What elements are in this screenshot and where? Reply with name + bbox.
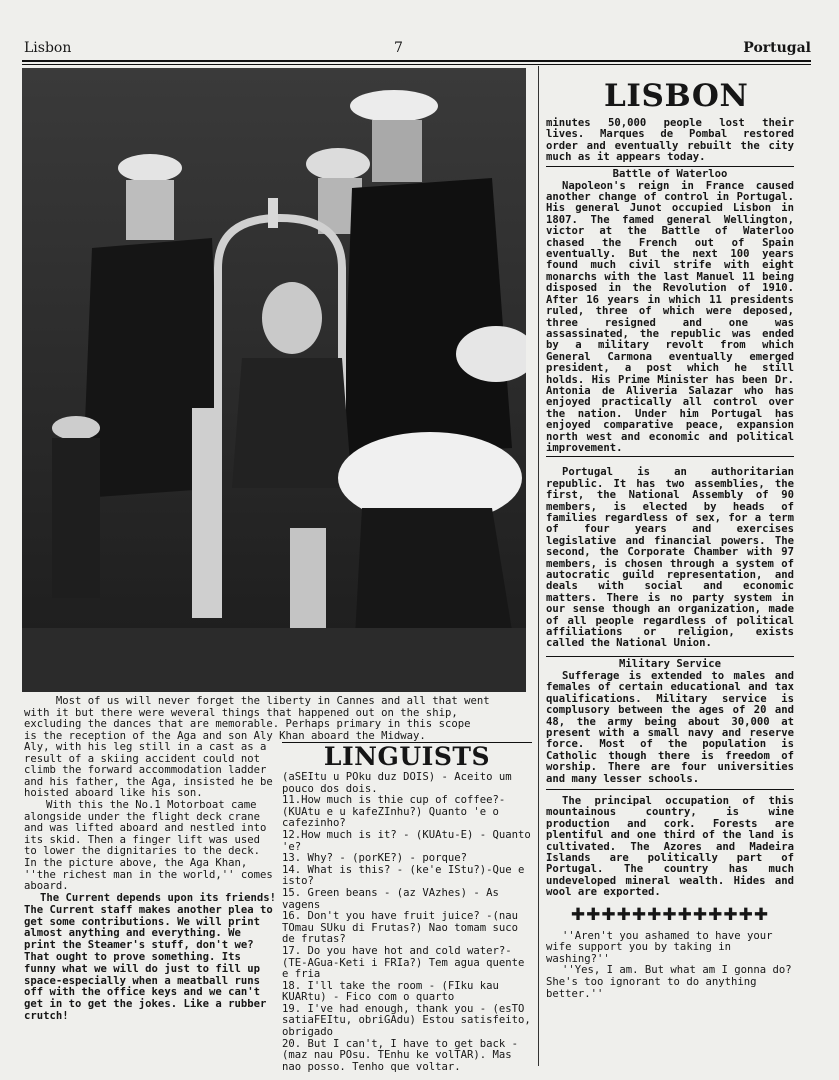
caption-line: with it but there were weveral things that happened out on the ship, xyxy=(24,706,458,719)
photo-sailors-aga-khan-icon xyxy=(22,68,526,692)
news-photo xyxy=(22,68,526,692)
waterloo-heading: Battle of Waterloo xyxy=(546,166,794,180)
caption-line: is the reception of the Aga and son Aly Khan aboard the Midway. xyxy=(24,729,426,742)
list-item: 13. Why? - (porKE?) - porque? xyxy=(282,852,467,865)
lisbon-column xyxy=(546,78,794,1000)
current-notice: The Current depends upon its friends! The Current staff makes another plea to get some contributions. We will print almost anything and everything. We print the Steamer's stuff, don't we? That ought to prove something. Its funny what we will do just to fill up space-especially when a meatball runs off with the office keys and we can't get in to get the jokes. Like a rubber crutch! xyxy=(24,892,276,1022)
header-rule-top xyxy=(22,60,811,62)
caption-left xyxy=(24,742,276,893)
page-number: 7 xyxy=(394,40,403,56)
lisbon-intro: minutes 50,000 people lost their lives. Marques de Pombal restored order and eventually rebuilt the city much as it appears today. xyxy=(546,117,794,164)
page-header xyxy=(22,40,811,60)
header-right: Portugal xyxy=(743,40,811,56)
caption-line: Most of us will never forget the liberty in Cannes and all that went xyxy=(24,695,490,707)
military-heading: Military Service xyxy=(546,656,794,670)
list-item: (aSEItu u POku duz DOIS) - Aceito um pouco dos dois. xyxy=(282,771,512,795)
list-item: 19. I've had enough, thank you - (esTO satiaFEItu, obriGAdu) Estou satisfeito, obrigado xyxy=(282,1002,531,1039)
list-item: 12.How much is it? - (KUAtu-E) - Quanto 'e? xyxy=(282,828,531,853)
header-rule-bottom xyxy=(22,64,811,65)
waterloo-text: Napoleon's reign in France caused another change of control in Portugal. His general Junot occupied Lisbon in 1807. The famed general Wellington, victor at the Battle of Waterloo chased the French out of Spain eventually. But the next 100 years found much civil strife with eight monarchs with the last Manuel 11 being disposed in the Revolution of 1910. After 16 years in which 11 presidents ruled, three of which were deposed, three resigned and one was assassinated, the republic was ended by a military revolt from which General Carmona eventually emerged president, a post which he still holds. His Prime Minister has been Dr. Antonia de Aliveria Salazar who has enjoyed practically all control over the nation. Under him Portugal has enjoyed comparative peace, expansion north west and economic and political improvement. xyxy=(546,179,794,454)
star-divider: ✚✚✚✚✚✚✚✚✚✚✚✚✚ xyxy=(570,904,770,925)
military-text: Sufferage is extended to males and females of certain educational and tax qualifications. Military service is complusory between the ages of 20 and 48, the army being about 30,000 at present with a small navy and reserve force. Most of the population is Catholic though there is freedom of worship. There are four universities and many lesser schools. xyxy=(546,669,794,785)
header-left: Lisbon xyxy=(24,40,72,56)
joke-line-2: ''Yes, I am. But what am I gonna do? She's too ignorant to do anything better.'' xyxy=(546,964,792,1000)
lisbon-title: LISBON xyxy=(604,78,749,114)
list-item: 16. Don't you have fruit juice? -(nau TOmau SUku di Frutas?) Nao tomam suco de frutas? xyxy=(282,910,518,946)
list-item: 17. Do you have hot and cold water?-(TE-AGua-Keti i FRIa?) Tem agua quente e fria xyxy=(282,944,525,981)
column-divider xyxy=(538,66,539,1066)
linguists-title: LINGUISTS xyxy=(282,742,532,770)
caption-line: excluding the dances that are memorable. Perhaps primary in this scope xyxy=(24,718,471,731)
list-item: 14. What is this? - (ke'e IStu?)-Que e isto? xyxy=(282,863,525,888)
linguists-section xyxy=(282,742,532,1073)
economy-text: The principal occupation of this mountainous country, is wine production and cork. Forests are plentiful and one third of the land is cultivated. The Azores and Madeira Islands are politically part of Portugal. The country has much undeveloped mineral wealth. Hides and wool are exported. xyxy=(546,794,794,899)
list-item: 20. But I can't, I have to get back - (maz nau POsu. TEnhu ke volTAR). Mas nao posso. Tenho que voltar. xyxy=(282,1037,518,1073)
linguists-list xyxy=(282,772,532,1073)
list-item: 11.How much is thie cup of coffee?-(KUAtu e u kafeZInhu?) Quanto 'e o cafezinho? xyxy=(282,794,506,830)
list-item: 18. I'll take the room - (FIku kau KUARtu) - Fico com o quarto xyxy=(282,979,499,1004)
government-text: Portugal is an authoritarian republic. It has two assemblies, the first, the National Assembly of 90 members, is elected by heads of families regardless of sex, for a term of four years and exercises legislative and financial powers. The second, the Corporate Chamber with 97 members, is chosen through a system of autocratic guild representation, and deals with social and economic matters. There is no party system in our sense though an organization, made of all people regardless of political affiliations or religion, exists called the National Union. xyxy=(546,466,794,650)
caption-top xyxy=(24,696,524,742)
joke-line-1: ''Aren't you ashamed to have your wife support you by taking in washing?'' xyxy=(546,929,773,965)
caption-paragraph-2: With this the No.1 Motorboat came alongside under the flight deck crane and was lifted aboard and nestled into its skid. Then a finger lift was used to lower the dignitaries to the deck. In the picture above, the Aga Khan, ''the richest man in the world,'' comes aboard. xyxy=(24,798,273,893)
caption-paragraph-1: Aly, with his leg still in a cast as a result of a skiing accident could not climb the forward accommodation ladder and his father, the Aga, insisted he be hoisted aboard like his son. xyxy=(24,741,273,800)
list-item: 15. Green beans - (az VAzhes) - As vagens xyxy=(282,886,499,911)
